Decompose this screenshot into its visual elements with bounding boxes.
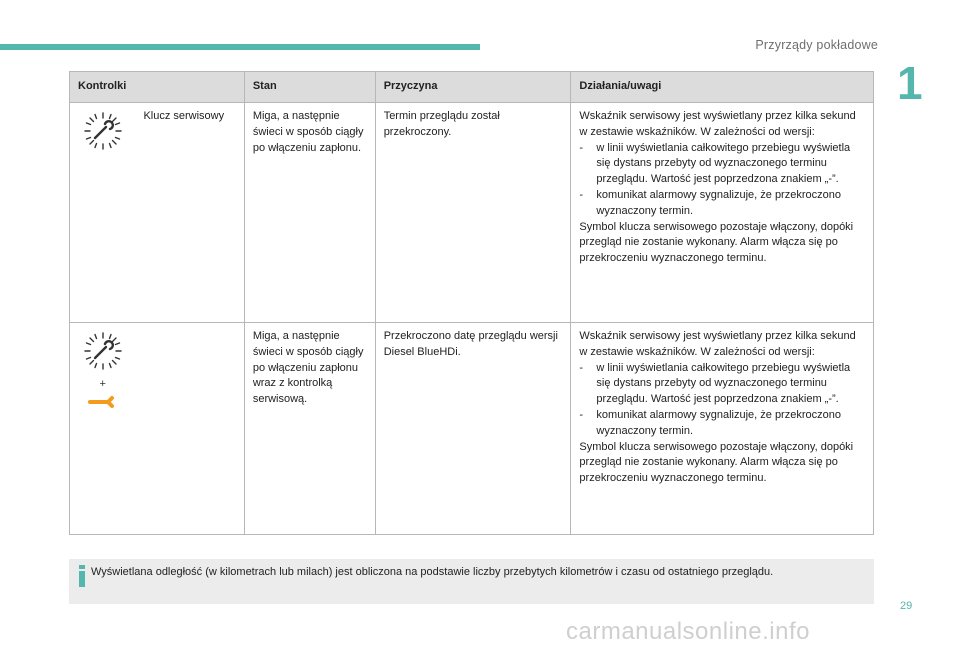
uwagi-list-item: - w linii wyświetlania całkowitego przebiegu wyświetla się dystans przebyty od wyznaczonego terminu przeglądu. Wartość jest poprzedzona znakiem „-”. (579, 141, 851, 186)
uwagi-outro: Symbol klucza serwisowego pozostaje włączony, dopóki przegląd nie zostanie wykonany. Alarm włącza się po przekroczeniu wyznaczonego terminu. (579, 220, 854, 265)
uwagi-list-item: - komunikat alarmowy sygnalizuje, że przekroczono wyznaczony termin. (579, 188, 841, 217)
icon-cell (70, 103, 136, 323)
przyczyna-cell: Przekroczono datę przeglądu wersji Diesel BlueHDi. (375, 323, 571, 535)
icon-label: Klucz serwisowy (135, 103, 244, 323)
uwagi-outro: Symbol klucza serwisowego pozostaje włączony, dopóki przegląd nie zostanie wykonany. Alarm włącza się po przekroczeniu wyznaczonego terminu. (579, 440, 854, 485)
icon-cell (70, 323, 136, 535)
header-kontrolki: Kontrolki (70, 72, 245, 103)
header-uwagi: Działania/uwagi (571, 72, 874, 103)
header-stan: Stan (244, 72, 375, 103)
uwagi-cell (571, 103, 874, 323)
chapter-number: 1 (897, 57, 923, 109)
warning-lights-table (69, 71, 874, 535)
icon-label (135, 323, 244, 535)
top-accent-bar (0, 44, 480, 50)
uwagi-list-item: - komunikat alarmowy sygnalizuje, że przekroczono wyznaczony termin. (579, 408, 841, 437)
page-number: 29 (900, 600, 913, 612)
service-wrench-warning-icon (83, 331, 123, 371)
service-wrench-warning-icon (83, 111, 123, 151)
uwagi-list-item: - w linii wyświetlania całkowitego przebiegu wyświetla się dystans przebyty od wyznaczonego terminu przeglądu. Wartość jest poprzedzona znakiem „-”. (579, 361, 851, 406)
stan-cell: Miga, a następnie świeci w sposób ciągły po włączeniu zapłonu. (244, 103, 375, 323)
uwagi-cell (571, 323, 874, 535)
info-note (69, 559, 874, 604)
info-icon (79, 565, 85, 587)
plus-sign: + (99, 377, 106, 390)
przyczyna-cell: Termin przeglądu został przekroczony. (375, 103, 571, 323)
table-row (70, 323, 874, 535)
section-title: Przyrządy pokładowe (755, 38, 878, 52)
header-przyczyna: Przyczyna (375, 72, 571, 103)
info-text: Wyświetlana odległość (w kilometrach lub milach) jest obliczona na podstawie liczby przebytych kilometrów i czasu od ostatniego przeglądu. (91, 566, 774, 578)
uwagi-intro: Wskaźnik serwisowy jest wyświetlany przez kilka sekund w zestawie wskaźników. W zależności od wersji: (579, 110, 856, 138)
stan-cell: Miga, a następnie świeci w sposób ciągły po włączeniu zapłonu wraz z kontrolką serwisową. (244, 323, 375, 535)
table-row (70, 103, 874, 323)
wrench-orange-icon (88, 393, 118, 409)
table-header-row (70, 72, 874, 103)
watermark: carmanualsonline.info (566, 618, 810, 645)
uwagi-intro: Wskaźnik serwisowy jest wyświetlany przez kilka sekund w zestawie wskaźników. W zależności od wersji: (579, 330, 856, 358)
